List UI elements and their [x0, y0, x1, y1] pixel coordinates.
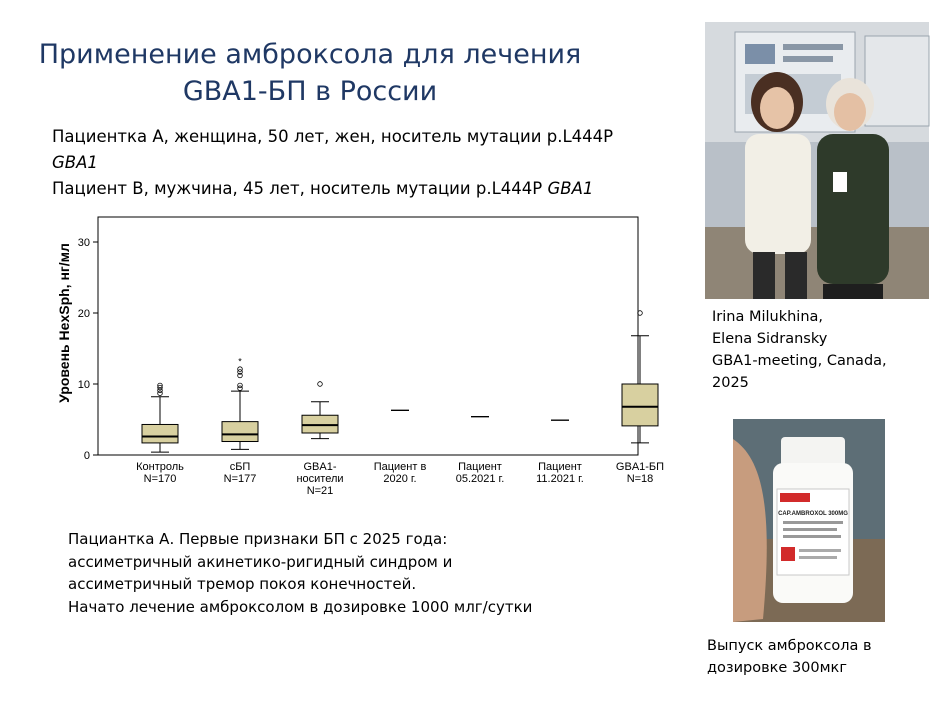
y-tick-label: 0 — [83, 450, 90, 462]
patient-a-gene: GBA1 — [52, 153, 98, 172]
patient-description — [52, 124, 652, 202]
x-tick-label: сБП — [229, 461, 251, 473]
note-line: ассиметричный акинетико-ригидный синдром и — [68, 552, 453, 571]
hexsph-boxplot — [50, 212, 665, 508]
clinical-notes — [68, 528, 668, 618]
y-tick-label: 10 — [77, 379, 90, 391]
bottle-label: CAP.AMBROXOL 300MG — [778, 511, 848, 517]
box-iqr — [142, 424, 178, 442]
note-line: ассиметричный тремор покоя конечностей. — [68, 575, 417, 593]
x-axis-labels — [136, 461, 664, 497]
x-tick-label: Пациент — [458, 461, 502, 473]
x-tick-label: 05.2021 г. — [455, 473, 505, 485]
box-iqr — [302, 415, 338, 433]
photo-caption-1 — [712, 306, 932, 394]
x-tick-label: N=18 — [626, 473, 654, 485]
caption-line: 2025 — [712, 375, 749, 391]
y-tick-label: 20 — [77, 308, 90, 320]
plot-frame — [98, 217, 638, 455]
caption-line: дозировке 300мкг — [707, 660, 847, 676]
caption-line: Выпуск амброксола в — [707, 638, 872, 654]
title-line-2: GBA1-БП в России — [182, 76, 438, 107]
ambroxol-bottle-photo — [733, 419, 885, 622]
conference-photo — [705, 22, 929, 299]
extreme-point: * — [238, 356, 242, 367]
slide-title — [0, 36, 620, 110]
note-line: Пациантка А. Первые признаки БП с 2025 года: — [68, 530, 448, 548]
patient-b-text: Пациент B, мужчина, 45 лет, носитель мутации p.L444P — [52, 179, 548, 198]
photo-caption-2 — [707, 635, 927, 679]
caption-line: Irina Milukhina, — [712, 309, 824, 325]
caption-line: Elena Sidransky — [712, 331, 828, 347]
y-tick-label: 30 — [77, 237, 90, 249]
title-line-1: Применение амброксола для лечения — [38, 39, 582, 70]
x-tick-label: Пациент в — [373, 461, 427, 473]
x-tick-label: N=21 — [306, 485, 334, 497]
patient-a-line: Пациентка А, женщина, 50 лет, жен, носитель мутации p.L444P — [52, 127, 614, 146]
x-tick-label: 11.2021 г. — [536, 473, 584, 485]
note-line: Начато лечение амброксолом в дозировке 1000 млг/сутки — [68, 597, 533, 616]
x-tick-label: 2020 г. — [383, 473, 417, 485]
y-axis-label: Уровень HexSph, нг/мл — [56, 243, 72, 403]
patient-b-line — [52, 176, 652, 202]
x-tick-label: Контроль — [136, 461, 184, 473]
x-tick-label: GBA1-БП — [615, 461, 665, 473]
box-iqr — [222, 422, 258, 442]
box-iqr — [622, 384, 658, 426]
x-tick-label: N=177 — [223, 473, 257, 485]
x-tick-label: N=170 — [143, 473, 177, 485]
x-tick-label: GBA1- — [303, 461, 337, 473]
y-axis-ticks — [78, 237, 98, 462]
x-tick-label: носители — [296, 473, 344, 485]
patient-b-gene: GBA1 — [547, 179, 594, 198]
caption-line: GBA1-meeting, Canada, — [712, 353, 887, 369]
x-tick-label: Пациент — [538, 461, 582, 473]
